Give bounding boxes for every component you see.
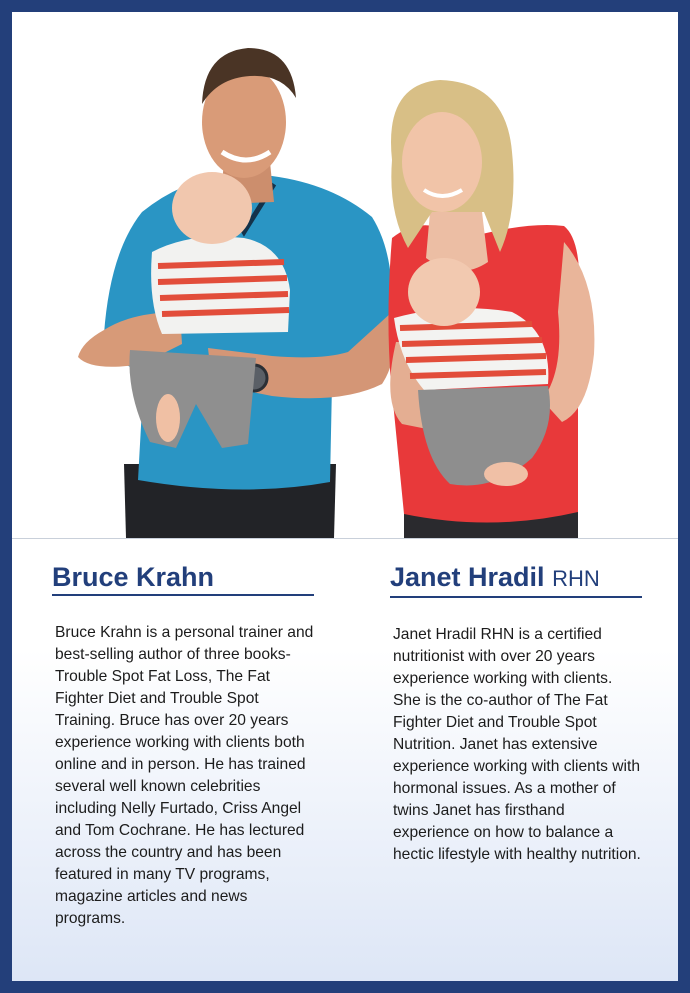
profile-card (12, 12, 678, 981)
janet-bio: Janet Hradil RHN is a certified nutritionist with over 20 years experience working with clients. She is the co-author of The Fat Fighter Diet and Trouble Spot Nutrition. Janet has extensive experience working with clients with hormonal issues. As a mother of twins Janet has firsthand experience on how to balance a hectic lifestyle with healthy nutrition. (393, 626, 641, 863)
bruce-bio: Bruce Krahn is a personal trainer and best-selling author of three books- Trouble Spot Fat Loss, The Fat Fighter Diet and Trouble Spot Training. Bruce has over 20 years experience working with clients both online and in person. He has trained several well known celebrities including Nelly Furtado, Criss Angel and Tom Cochrane. He has lectured across the country and has been featured in many TV programs, magazine articles and news programs. (55, 624, 314, 927)
bruce-name: Bruce Krahn (52, 562, 215, 592)
janet-credential: RHN (552, 566, 600, 591)
bruce-name-heading (52, 561, 314, 596)
bios-section (12, 539, 678, 981)
family-photo (12, 12, 678, 539)
janet-name-heading (390, 561, 642, 598)
bruce-column (52, 561, 314, 930)
janet-column (390, 561, 642, 866)
janet-name: Janet Hradil (390, 562, 545, 592)
